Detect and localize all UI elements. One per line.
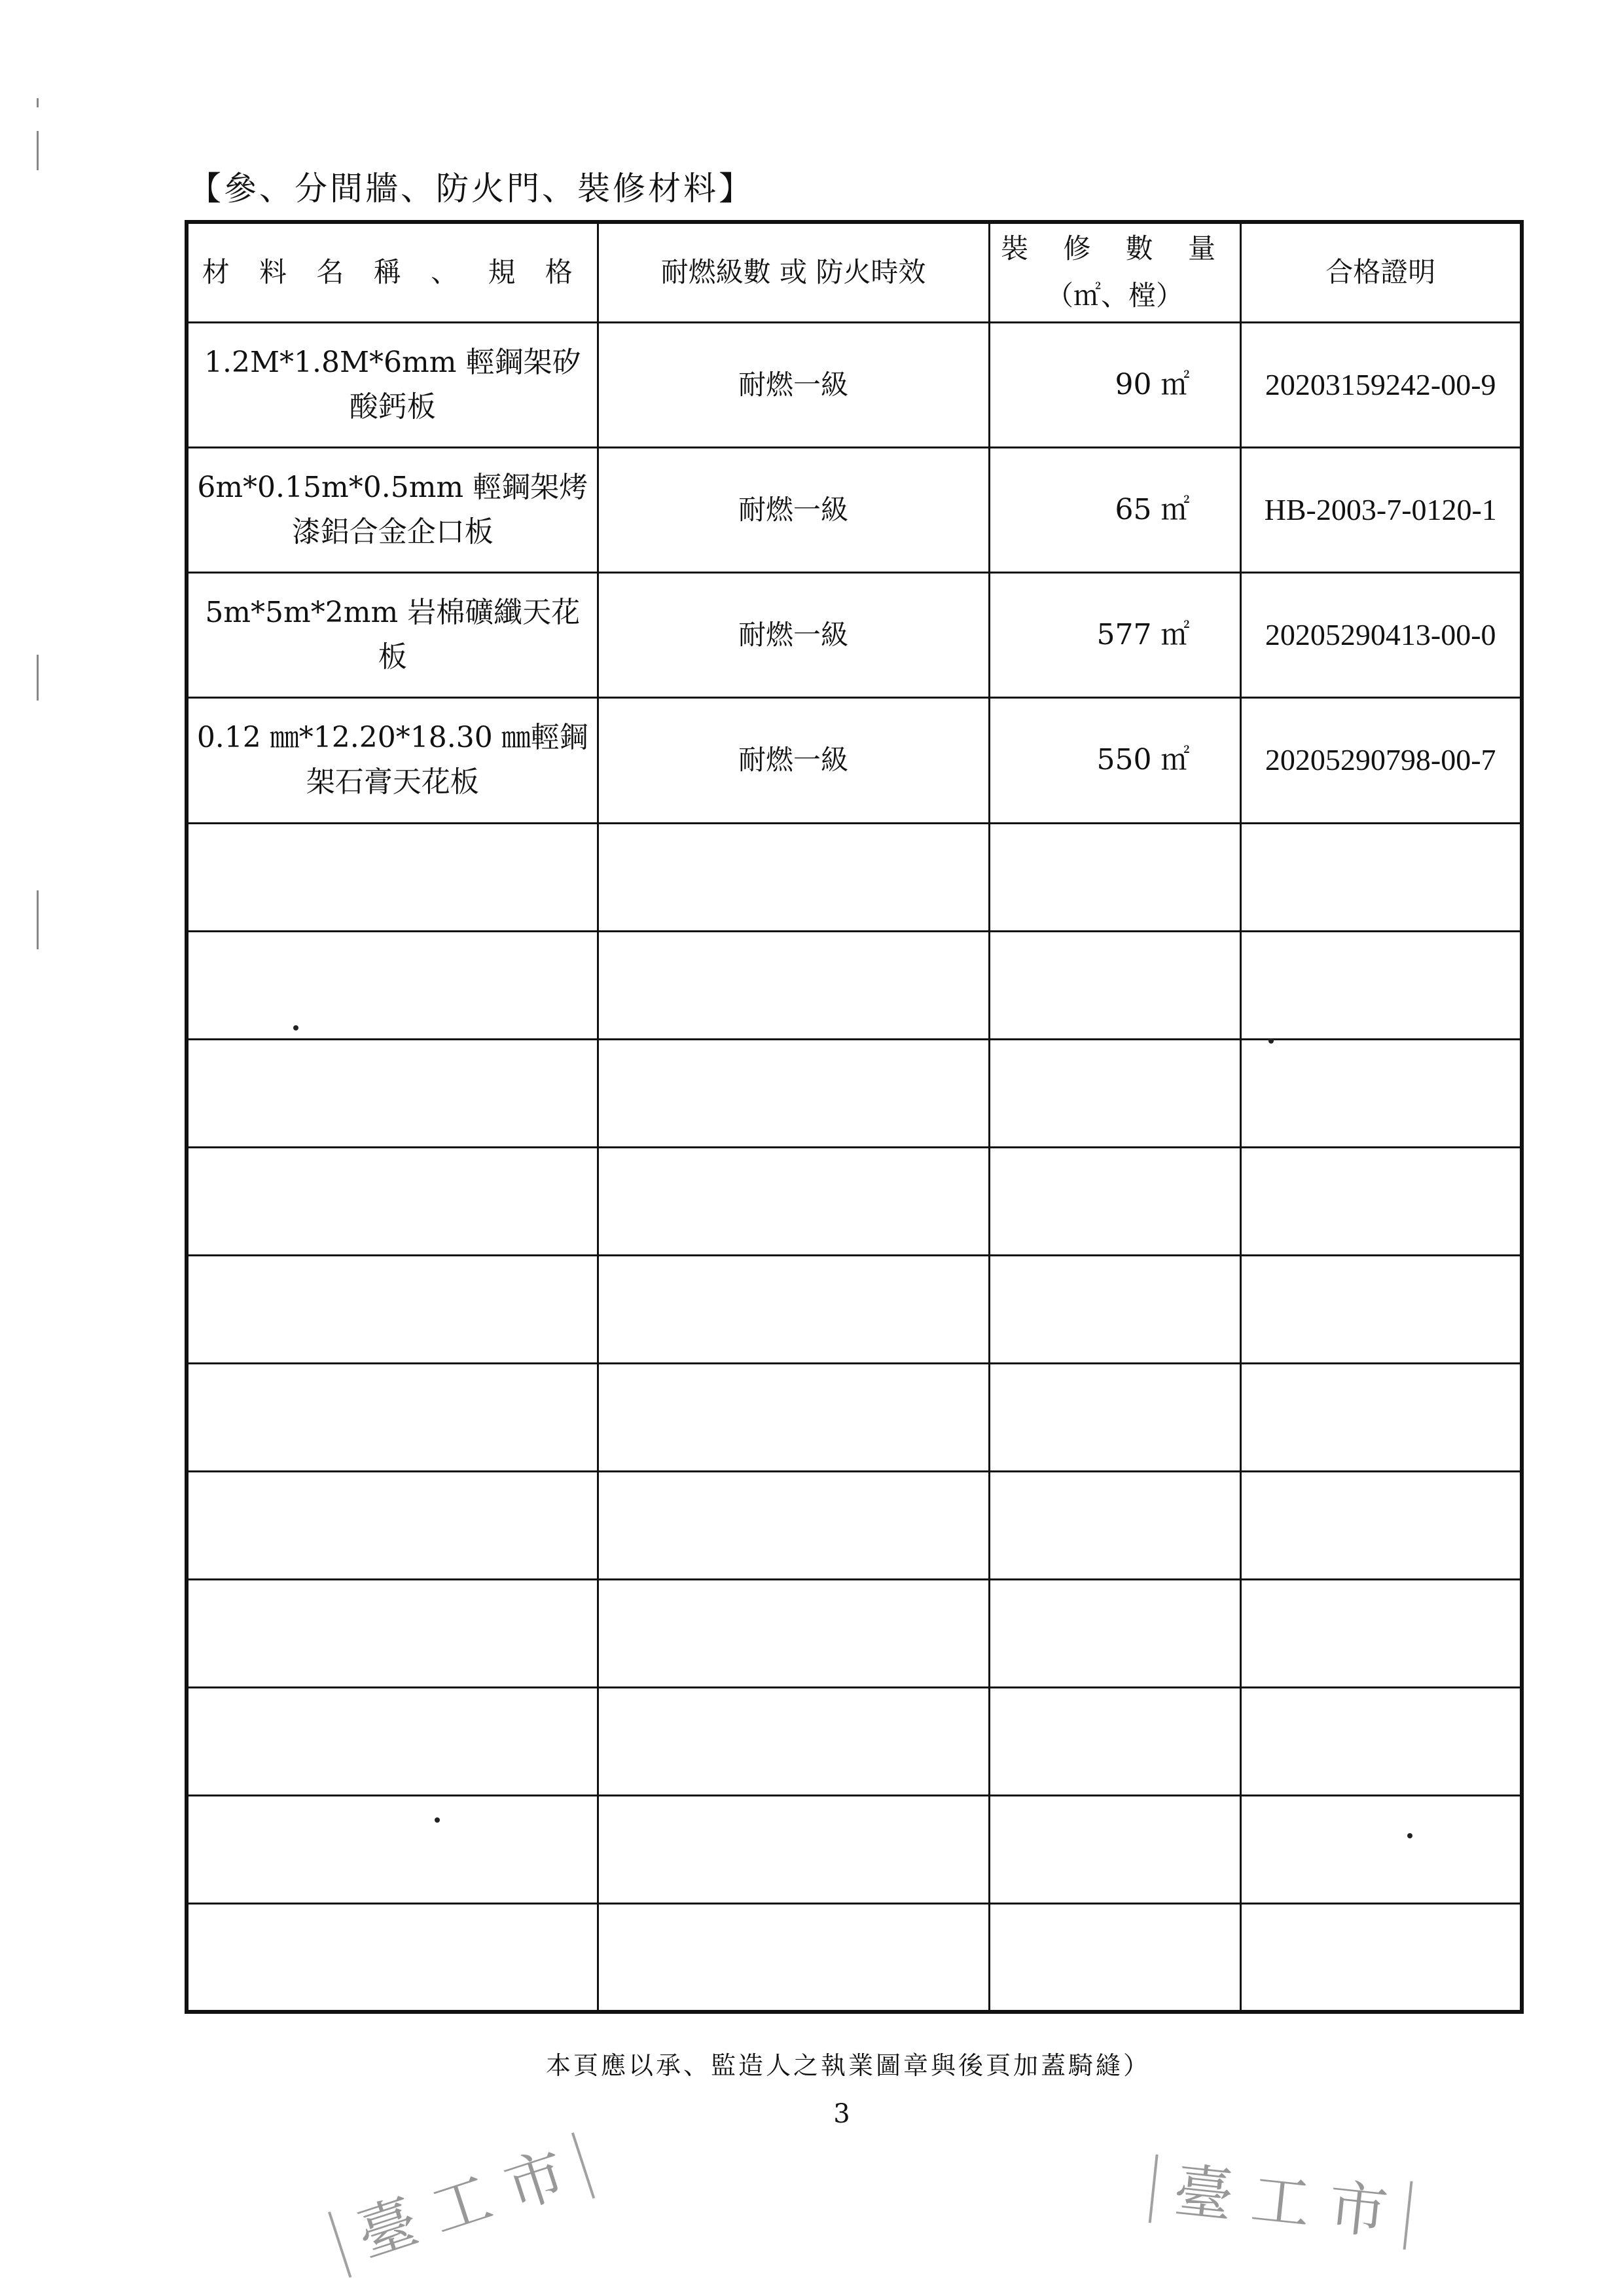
empty-cell [598, 931, 989, 1039]
empty-cell [598, 1688, 989, 1796]
seal-stamp-right [1148, 2141, 1414, 2253]
certificate-cell: HB-2003-7-0120-1 [1240, 447, 1522, 572]
empty-table-row [187, 1363, 1522, 1471]
empty-cell [989, 1688, 1240, 1796]
empty-cell [1240, 1904, 1522, 2012]
header-material-name-text: 材 料 名 稱 、 規 格 [202, 256, 583, 289]
material-name-line2: 漆鋁合金企口板 [291, 515, 494, 549]
empty-cell [1240, 1363, 1522, 1471]
empty-cell [187, 1904, 598, 2012]
fire-rating-cell: 耐燃一級 [598, 573, 989, 698]
empty-cell [187, 1471, 598, 1579]
empty-cell [187, 1580, 598, 1688]
empty-cell [598, 1147, 989, 1255]
empty-cell [1240, 1255, 1522, 1363]
table-row [187, 447, 1522, 572]
quantity-cell: 550 ㎡ [989, 698, 1240, 823]
empty-cell [989, 1255, 1240, 1363]
empty-cell [187, 1796, 598, 1904]
material-name-line1: 0.12 ㎜*12.20*18.30 ㎜輕鋼 [196, 721, 588, 755]
scan-speck [435, 1817, 440, 1823]
table-row [187, 322, 1522, 447]
empty-cell [1240, 1147, 1522, 1255]
empty-cell [598, 1471, 989, 1579]
material-name-cell [187, 322, 598, 447]
material-name-line2: 板 [378, 640, 407, 674]
table-header-row [187, 222, 1522, 322]
seal-stamp-left [324, 2119, 596, 2280]
fire-rating-cell: 耐燃一級 [598, 322, 989, 447]
page-number: 3 [833, 2099, 850, 2129]
quantity-cell: 90 ㎡ [989, 322, 1240, 447]
footer-note: 本頁應以承、監造人之執業圖章與後頁加蓋騎縫） [545, 2051, 1151, 2080]
table-row [187, 698, 1522, 823]
empty-table-row [187, 1039, 1522, 1147]
header-material-name [187, 222, 598, 322]
empty-table-row [187, 931, 1522, 1039]
scan-speck [1268, 1038, 1274, 1044]
empty-table-row [187, 1255, 1522, 1363]
quantity-cell: 65 ㎡ [989, 447, 1240, 572]
scan-speck [293, 1025, 298, 1030]
empty-cell [989, 1471, 1240, 1579]
empty-cell [989, 823, 1240, 931]
material-name-line1: 1.2M*1.8M*6mm 輕鋼架矽 [204, 345, 581, 379]
empty-cell [1240, 1688, 1522, 1796]
empty-cell [187, 1039, 598, 1147]
empty-cell [598, 1580, 989, 1688]
empty-table-row [187, 1471, 1522, 1579]
material-name-cell [187, 447, 598, 572]
seal-stamp-right-text: 臺 工 市 [1149, 2155, 1413, 2250]
header-quantity-unit: （㎡、樘） [1045, 280, 1183, 312]
empty-cell [989, 931, 1240, 1039]
fire-rating-cell: 耐燃一級 [598, 698, 989, 823]
empty-table-row [187, 1147, 1522, 1255]
empty-cell [1240, 1471, 1522, 1579]
empty-cell [989, 1039, 1240, 1147]
certificate-cell: 20205290798-00-7 [1240, 698, 1522, 823]
empty-table-row [187, 1904, 1522, 2012]
empty-cell [1240, 1039, 1522, 1147]
seal-stamp-left-text: 臺 工 市 [328, 2132, 595, 2278]
material-name-line1: 6m*0.15m*0.5mm 輕鋼架烤 [197, 470, 588, 504]
section-title: 【參、分間牆、防火門、裝修材料】 [189, 170, 754, 208]
empty-cell [1240, 1580, 1522, 1688]
header-certificate: 合格證明 [1240, 222, 1522, 322]
material-name-line1: 5m*5m*2mm 岩棉礦纖天花 [205, 596, 581, 630]
empty-cell [989, 1147, 1240, 1255]
material-name-line2: 酸鈣板 [349, 390, 436, 424]
empty-cell [187, 823, 598, 931]
quantity-cell: 577 ㎡ [989, 573, 1240, 698]
empty-cell [1240, 823, 1522, 931]
scan-margin-mark [37, 655, 39, 701]
scan-margin-mark [37, 131, 39, 170]
material-name-cell [187, 573, 598, 698]
certificate-cell: 20205290413-00-0 [1240, 573, 1522, 698]
empty-cell [989, 1796, 1240, 1904]
empty-cell [598, 1039, 989, 1147]
fire-rating-cell: 耐燃一級 [598, 447, 989, 572]
scan-margin-mark [37, 98, 39, 107]
empty-cell [989, 1363, 1240, 1471]
scan-speck [1407, 1833, 1412, 1838]
empty-table-row [187, 1688, 1522, 1796]
empty-table-row [187, 1580, 1522, 1688]
header-fire-rating: 耐燃級數 或 防火時效 [598, 222, 989, 322]
empty-cell [989, 1904, 1240, 2012]
empty-cell [598, 1255, 989, 1363]
empty-cell [187, 1363, 598, 1471]
table-row [187, 573, 1522, 698]
material-name-cell [187, 698, 598, 823]
empty-cell [598, 1904, 989, 2012]
scan-margin-mark [37, 890, 39, 949]
empty-cell [1240, 1796, 1522, 1904]
empty-cell [187, 931, 598, 1039]
certificate-cell: 20203159242-00-9 [1240, 322, 1522, 447]
empty-cell [187, 1255, 598, 1363]
materials-table [185, 220, 1524, 2014]
empty-table-row [187, 823, 1522, 931]
header-quantity [989, 222, 1240, 322]
header-quantity-title: 裝 修 數 量 [1000, 232, 1229, 265]
empty-cell [598, 1363, 989, 1471]
empty-cell [598, 1796, 989, 1904]
empty-cell [598, 823, 989, 931]
material-name-line2: 架石膏天花板 [306, 765, 479, 799]
empty-table-row [187, 1796, 1522, 1904]
empty-cell [187, 1147, 598, 1255]
empty-cell [1240, 931, 1522, 1039]
empty-cell [989, 1580, 1240, 1688]
empty-cell [187, 1688, 598, 1796]
